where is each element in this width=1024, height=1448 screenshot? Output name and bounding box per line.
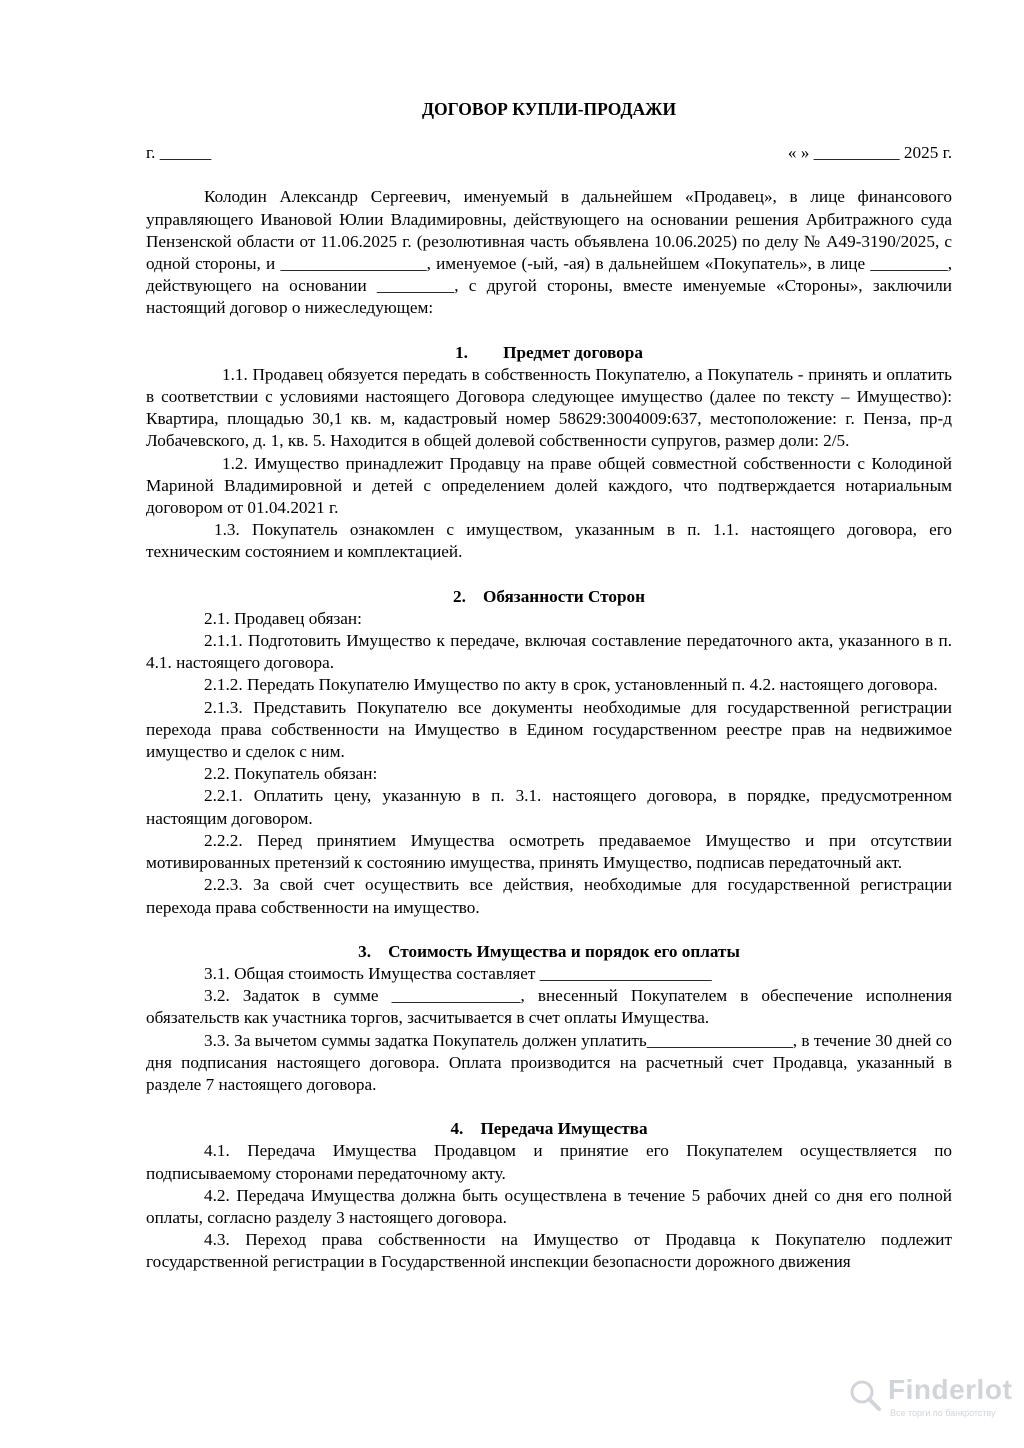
section-2 bbox=[146, 586, 952, 919]
document-body bbox=[146, 98, 952, 1274]
finderlot-logo-icon bbox=[848, 1378, 882, 1412]
place-field: г. ______ bbox=[146, 143, 212, 163]
clause: 1.3. Покупатель ознакомлен с имуществом, указанным в п. 1.1. настоящего договора, его техническим состоянием и комплектацией. bbox=[146, 520, 952, 562]
clause: 4.3. Переход права собственности на Имущество от Продавца к Покупателю подлежит государственной регистрации в Государственной инспекции безопасности дорожного движения bbox=[146, 1230, 952, 1272]
section-3 bbox=[146, 941, 952, 1096]
section-1 bbox=[146, 342, 952, 564]
section-number: 1. bbox=[455, 342, 468, 362]
clause: 1.1. Продавец обязуется передать в собственность Покупателю, а Покупатель - принять и оплатить в соответствии с условиями настоящего Договора следующее имущество (далее по тексту – Имущество): Квартира, площадью 30,1 кв. м, кадастровый номер 58629:3004009:637, местоположение: г. Пенза, пр-д Лобачевского, д. 1, кв. 5. Находится в общей долевой собственности супругов, размер доли: 2/5. bbox=[146, 364, 952, 451]
section-title bbox=[146, 342, 952, 364]
section-title-text: Стоимость Имущества и порядок его оплаты bbox=[388, 941, 740, 961]
clause: 2.1.2. Передать Покупателю Имущество по акту в срок, установленный п. 4.2. настоящего договора. bbox=[204, 675, 938, 695]
clause: 3.3. За вычетом суммы задатка Покупатель должен уплатить_________________, в течение 30 дней со дня подписания настоящего договора. Оплата производится на расчетный счет Продавца, указанный в разделе 7 настоящего договора. bbox=[146, 1030, 952, 1094]
clause: 2.1.3. Представить Покупателю все документы необходимые для государственной регистрации перехода права собственности на Имущество в Едином государственном реестре прав на недвижимое имущество и сделок с ним. bbox=[146, 697, 952, 762]
clause: 2.2.3. За свой счет осуществить все действия, необходимые для государственной регистрации перехода права собственности на имущество. bbox=[146, 875, 952, 917]
clause: 4.2. Передача Имущества должна быть осуществлена в течение 5 рабочих дней со дня его полной оплаты, согласно разделу 3 настоящего договора. bbox=[146, 1185, 952, 1227]
clause: 1.2. Имущество принадлежит Продавцу на праве общей совместной собственности с Колодиной Мариной Владимировной и детей с определением долей каждого, что подтверждается нотариальным договором от 01.04.2021 г. bbox=[146, 453, 952, 518]
document-title: ДОГОВОР КУПЛИ-ПРОДАЖИ bbox=[421, 99, 677, 119]
clause: 2.2.2. Перед принятием Имущества осмотреть предаваемое Имущество и при отсутствии мотивированных претензий к состоянию имущества, принять Имущество, подписав передаточный акт. bbox=[146, 830, 952, 873]
watermark-tagline: Все торги по банкротству bbox=[890, 1408, 996, 1418]
clause: 2.2.1. Оплатить цену, указанную в п. 3.1. настоящего договора, в порядке, предусмотренном настоящим договором. bbox=[146, 786, 952, 828]
watermark bbox=[848, 1370, 1013, 1430]
watermark-name: Finderlot bbox=[888, 1374, 1013, 1405]
section-number: 4. bbox=[450, 1119, 464, 1139]
section-title-text: Предмет договора bbox=[503, 342, 643, 362]
section-number: 2. bbox=[452, 586, 466, 606]
date-field: « » __________ 2025 г. bbox=[787, 143, 952, 163]
clause: 2.2. Покупатель обязан: bbox=[204, 764, 378, 784]
section-title bbox=[146, 1118, 952, 1140]
section-title bbox=[146, 941, 952, 963]
clause: 3.1. Общая стоимость Имущества составляет ____________________ bbox=[204, 963, 712, 983]
clause: 2.1.1. Подготовить Имущество к передаче, включая составление передаточного акта, указанного в п. 4.1. настоящего договора. bbox=[146, 631, 952, 673]
clause: 4.1. Передача Имущества Продавцом и принятие его Покупателем осуществляется по подписываемому сторонами передаточному акту. bbox=[146, 1141, 952, 1183]
clause: 3.2. Задаток в сумме _______________, внесенный Покупателем в обеспечение исполнения обязательств как участника торгов, засчитывается в счет оплаты Имущества. bbox=[146, 986, 952, 1028]
preamble: Колодин Александр Сергеевич, именуемый в дальнейшем «Продавец», в лице финансового управляющего Ивановой Юлии Владимировны, действующего на основании решения Арбитражного суда Пензенской области от 11.06.2025 г. (резолютивная часть объявлена 10.06.2025) по делу № А49-3190/2025, с одной стороны, и _________________, именуемое (-ый, -ая) в дальнейшем «Покупатель», в лице _________, действующего на основании _________, с другой стороны, вместе именуемые «Стороны», заключили настоящий договор о нижеследующем: bbox=[146, 187, 952, 318]
section-4 bbox=[146, 1118, 952, 1273]
section-title bbox=[146, 586, 952, 608]
section-title-text: Передача Имущества bbox=[480, 1119, 648, 1139]
clause: 2.1. Продавец обязан: bbox=[204, 608, 362, 628]
place-date-line bbox=[146, 142, 952, 164]
section-title-text: Обязанности Сторон bbox=[482, 586, 646, 606]
section-number: 3. bbox=[358, 941, 371, 961]
